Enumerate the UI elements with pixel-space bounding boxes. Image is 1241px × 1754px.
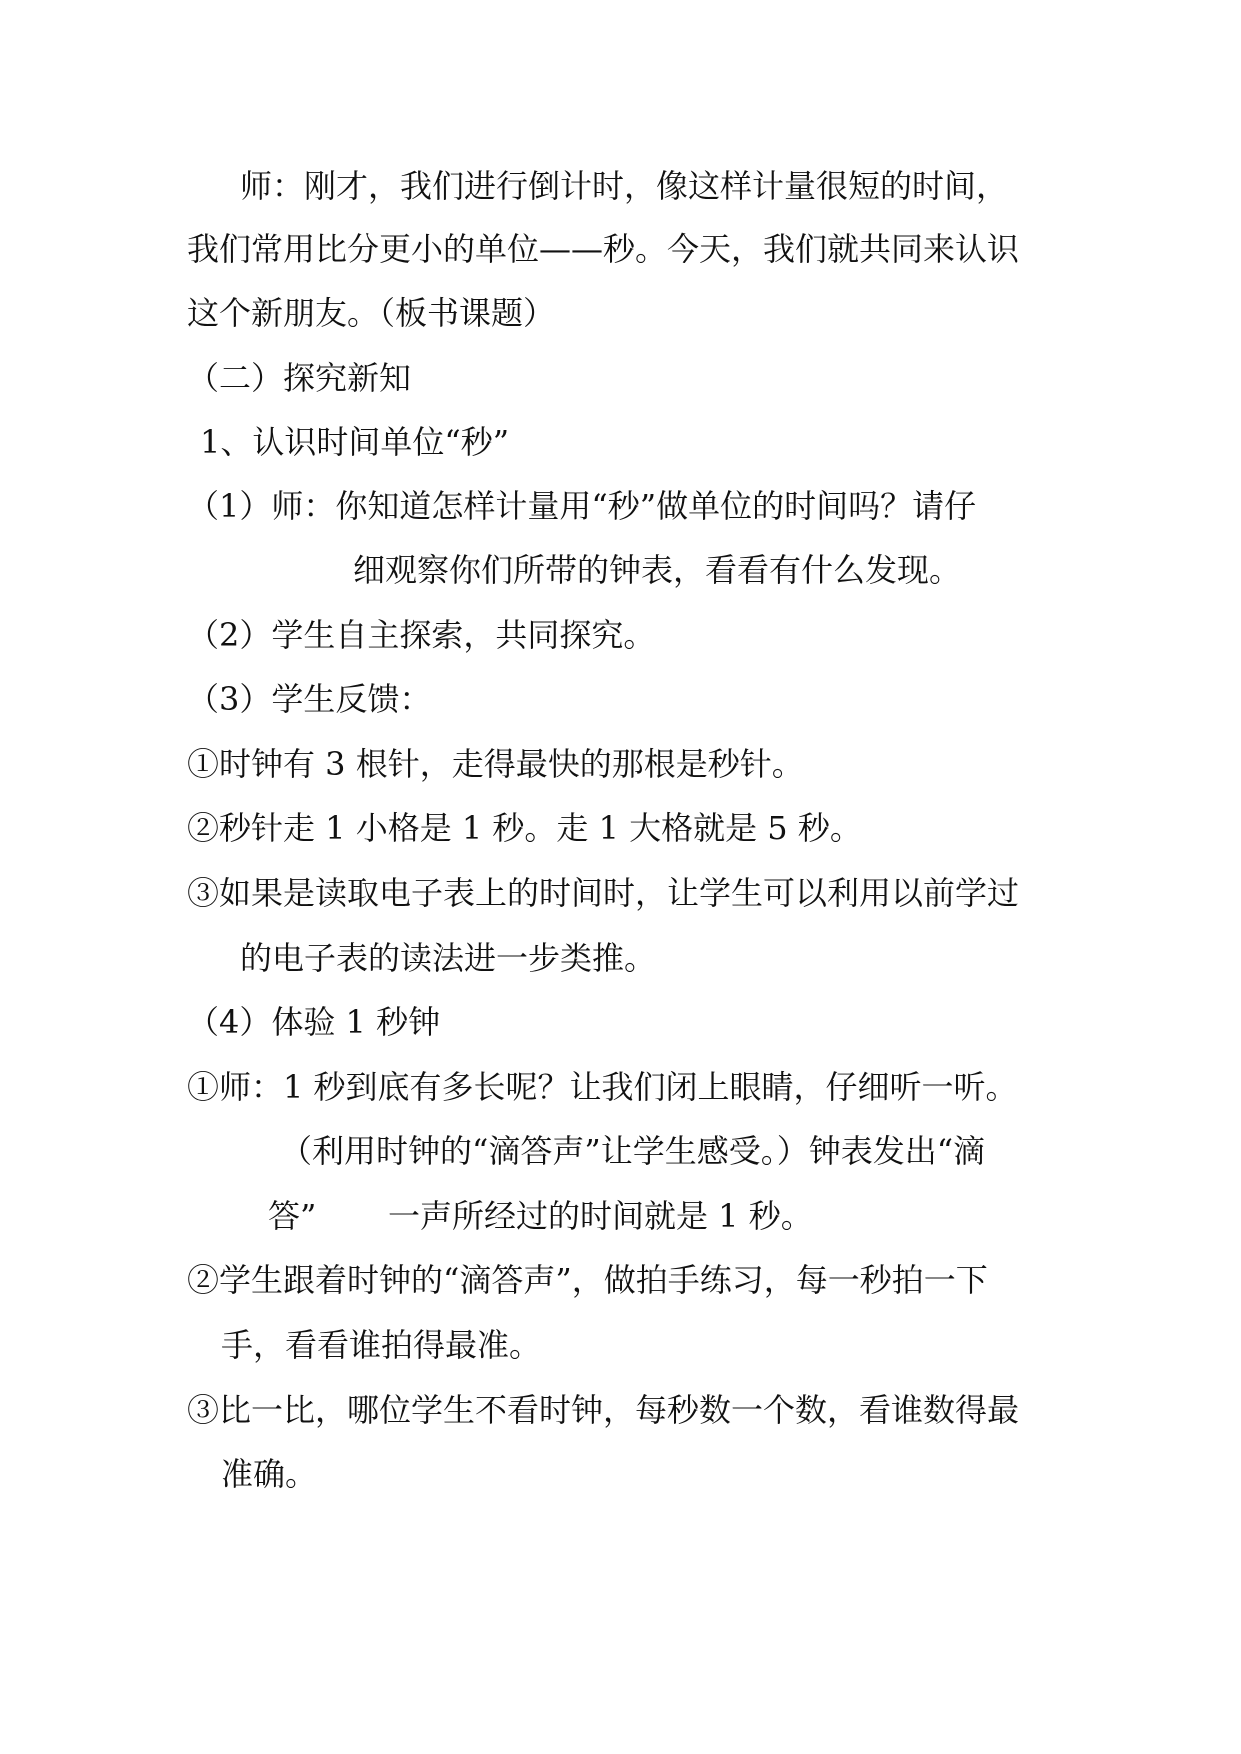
list-item-continuation: 一声所经过的时间就是 1 秒。 xyxy=(388,1197,813,1235)
list-item-continuation: 答” xyxy=(268,1197,317,1235)
list-item: ③如果是读取电子表上的时间时，让学生可以利用以前学过 xyxy=(187,874,1020,912)
list-item: ②学生跟着时钟的“滴答声”，做拍手练习，每一秒拍一下 xyxy=(187,1261,988,1299)
list-item: ②秒针走 1 小格是 1 秒。走 1 大格就是 5 秒。 xyxy=(187,809,862,847)
step-item: （2）学生自主探索，共同探究。 xyxy=(187,616,656,654)
paragraph-line: 师：刚才，我们进行倒计时，像这样计量很短的时间， xyxy=(240,167,1009,205)
list-item-continuation: 准确。 xyxy=(221,1455,318,1493)
paragraph-line: 这个新朋友。（板书课题） xyxy=(187,294,556,332)
list-item: ③比一比，哪位学生不看时钟，每秒数一个数，看谁数得最 xyxy=(187,1391,1020,1429)
step-item-continuation: 细观察你们所带的钟表，看看有什么发现。 xyxy=(353,551,962,589)
list-item: ①时钟有 3 根针，走得最快的那根是秒针。 xyxy=(187,745,804,783)
list-item-continuation: 手，看看谁拍得最准。 xyxy=(221,1326,542,1364)
list-item-continuation: 的电子表的读法进一步类推。 xyxy=(240,939,657,977)
list-item-continuation: （利用时钟的“滴答声”让学生感受。）钟表发出“滴 xyxy=(280,1132,986,1170)
section-heading: （二）探究新知 xyxy=(187,359,412,397)
paragraph-line: 我们常用比分更小的单位——秒。今天，我们就共同来认识 xyxy=(187,230,1020,268)
step-item: （3）学生反馈： xyxy=(187,680,432,718)
list-item: ①师：1 秒到底有多长呢？让我们闭上眼睛，仔细听一听。 xyxy=(187,1068,1018,1106)
subsection-heading: 1、认识时间单位“秒” xyxy=(200,423,510,461)
step-item: （4）体验 1 秒钟 xyxy=(187,1003,441,1041)
step-item: （1）师：你知道怎样计量用“秒”做单位的时间吗？请仔 xyxy=(187,487,977,525)
